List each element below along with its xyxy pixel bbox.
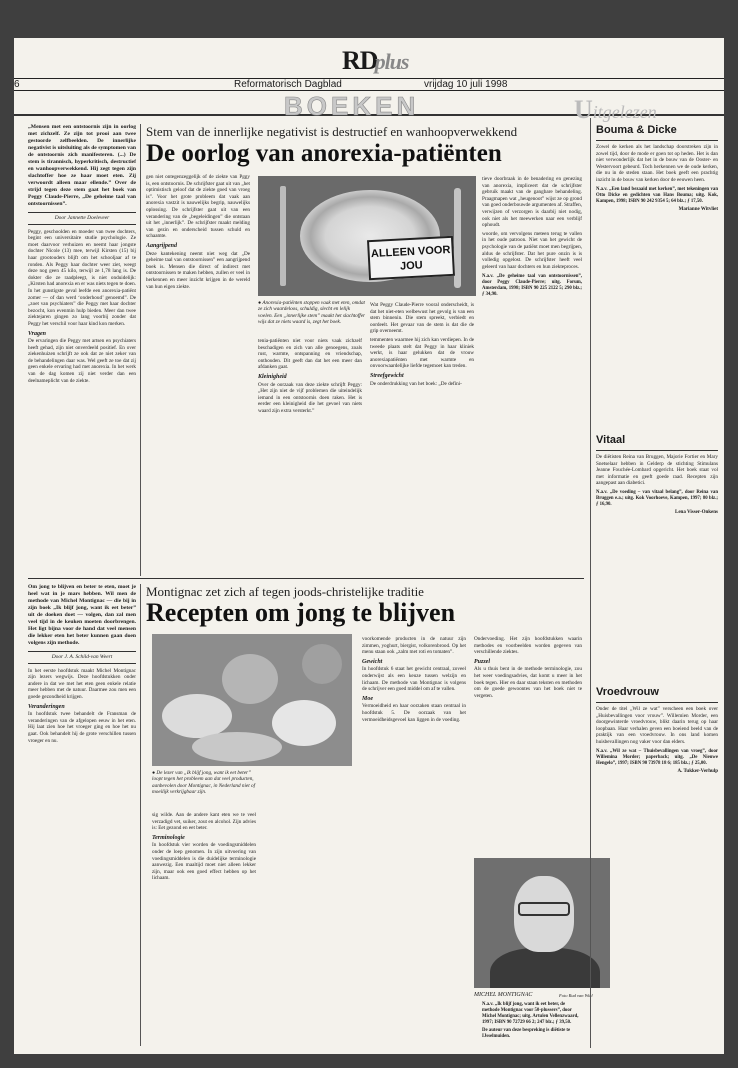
- article1-col2-text2: Deze kantekening neemt niet weg dat „De geheime taal van ontstoornissen” een aangrijpend boek is. Mensen die direct of indirect met ontstoornissen te maken hebben, zullen er veel in herkennen en meer inzicht krijgen in de wereld van hun eigen ziekte.: [146, 250, 250, 290]
- article1-col-4: [370, 302, 474, 574]
- article2-col1-text: In het eerste hoofdstuk maakt Michel Montignac zijn lezers wegwijs. Deze hoofdstukken onder andere in dat we met het eten geen enkele relatie meer hebben met de natuur. Daarmee zou men een goede gezondheid krijgen.: [28, 667, 136, 700]
- sidebar-title-bouma-dicke: Bouma & Dicke: [596, 124, 677, 136]
- article1-col4-text2: De onderdrukking van het boek: „De defini-: [370, 380, 462, 387]
- article1-col3-text3: Over de oorzaak van deze ziekte schrijft Peggy: „Het zijn niet de vijf problemen die uiteindelijk iemand in een ontstoornis doen raken. Het is eerder een kleinigheid die het gevoel van niets waard zijn extra versterkt.”: [258, 381, 362, 414]
- article2-kicker: Montignac zet zich af tegen joods-christelijke traditie: [146, 584, 424, 599]
- article-divider: [28, 578, 584, 579]
- article1-byline: Door Jannette Doeleveer: [28, 212, 136, 225]
- article1-col3-text: Wat Peggy Claude-Pierre vooral onderscheidt, is dat het niet-eten welbewust het gevolg is van een stem binnenin. Die stem spreekt, verbiedt en oordeelt. Het gevaar van de stem is dat die de grip overneemt.: [370, 302, 474, 335]
- article1-sub-kleinigheid: Kleinigheid: [258, 373, 287, 380]
- sidebar-rule: [590, 118, 591, 1048]
- article2-sub-gewicht: Gewicht: [362, 658, 383, 665]
- column-rule: [140, 584, 141, 1046]
- sidebar-book-2: N.a.v. „De voeding – van vitaal belang”, door Reina van Bruggen e.a.; uitg. Kok Voorhoeve, Kampen, 1997; 80 blz.; ƒ 16,90.: [596, 489, 718, 507]
- sidebar-rule-h: [596, 140, 718, 141]
- food-photo: [152, 634, 352, 766]
- sidebar-sig-1: Marianne Witvliet: [678, 206, 718, 212]
- article2-sub-terminologie: Terminologie: [152, 834, 185, 841]
- article2-col2-text2: In hoofdstuk vier worden de voedingsmiddelen onder de loep genomen. In zijn uitvoering van voedingsmiddelen is die duidelijke terminologie aanwezig. Een maaltijd moet niet alleen lekker zijn, maar ook een goed effect hebben op het lichaam.: [152, 842, 256, 882]
- portrait-caption: MICHEL MONTIGNAC: [474, 992, 533, 998]
- article1-col-3: [258, 338, 362, 574]
- portrait-body: [490, 948, 600, 988]
- article1-sub-aangrijpend: Aangrijpend: [146, 242, 178, 249]
- article2-author-note: De auteur van deze bespreking is diëtiste te IJsselmuiden.: [482, 1028, 571, 1039]
- article2-photo-caption: ● De lezer van „Ik blijf jong, want ik eet beter” loopt tegen het probleem aan dat veel producten, aanbevolen door Montignac, in Nederland niet of moeilijk verkrijgbaar zijn.: [152, 770, 256, 796]
- article1-col5-text2: woorde, om vervolgens meteen terug te vallen in het oude patroon. Niet van het gewicht de psychologie van de patiënt moet men begrijpen, aldus de schrijfster. Dat het pure onzin is is volledig opgelost. De schrijfster heeft veel geleerd van haar dochters en hun ziekteproces.: [482, 230, 582, 270]
- article1-photo-caption: ● Anorexia-patiënten stoppen vaak met eten, omdat ze zich waardeloos, schuldig, slecht en lelijk voelen. Een „innerlijke stem” maakt het slachtoffer wijs dat ze niets waard is, zegt het boek.: [258, 300, 366, 326]
- article2-book-info: [482, 1002, 582, 1040]
- sidebar-book-1: N.a.v. „Een land bezaaid met kerken”, met tekeningen van Otto Dicke en gedichten van Hans Bouma; uitg. Kok, Kampen, 1998; ISBN 90 242 9354 5; 64 blz.; ƒ 17,50.: [596, 186, 718, 204]
- article2-col2-text: sig wilde. Aan de andere kant eten we te veel verzadigd vet, suiker, zout en alcohol. Zijn advies is: Eet gezond en eet beter.: [152, 812, 256, 832]
- fork-shape: [280, 186, 286, 286]
- article1-col3-text2: tenia-patiënten niet voor niets vaak zichzelf beschadigen en zich van alle genoegens, zoals rust, warmte, ontspanning en vriendschap, onthouden. Dit geeft dan dat het een meer dan afdanken gaat.: [258, 338, 362, 371]
- anorexia-plate-photo: [258, 176, 476, 296]
- paper-date: vrijdag 10 juli 1998: [424, 79, 508, 90]
- article2-headline: Recepten om jong te blijven: [146, 598, 456, 627]
- article1-col4-text: temmenten waarmee hij zich kan verdiepen. In de tweede plaats stelt dat Peggy in haar kliniek werkt, is haar gelukken dat de vrouw anorexiapatiënten met warmte en onvoorwaardelijke liefde tegemoet kan treden.: [370, 336, 474, 370]
- sidebar-review-2: [596, 454, 718, 684]
- article2-book-details: N.a.v. „Ik blijf jong, want ik eet beter, de methode Montignac voor 50-plussers”, door Michel Montignac; uitg. Artulen Vellenzwaard, 1997; ISBN 90 72729 66 2; 247 blz.; ƒ 39,50.: [482, 1002, 579, 1025]
- article1-col1-text: Peggy, geschoolden en moeder van twee dochters, begint een universitaire studie psychologie. Ze moet daarvoor verhuizen en neemt haar jongste dochter Nicole (13) mee, terwijl Kirsten (15) bij haar grootouders blijft om het schooljaar af te ronden. Als Peggy haar dochter weer ziet, weegt deze nog geen 45 kilo, terwijl ze 1,78 lang is. De dokter die ze raadpleegt, is niet onduidelijk: „Kirsten had anorexia en er was niets tegen te doen. In het gunstigste geval leefde een anorexia-patiënt zomer — of dan werd ‘onderhoud’ genoemd”. De „zoet van psychiaters” die Peggy met haar dochter bezocht, kon evenmin hulp bieden. Meer dan twee ziektejaren gingen zo lang voorbij zonder dat Peggy het verschil voor haar kind kon merken.: [28, 228, 136, 327]
- article2-col-2: [152, 812, 256, 1046]
- food-shape: [162, 694, 232, 738]
- paper-name: Reformatorisch Dagblad: [234, 79, 342, 90]
- knife-shape: [454, 188, 461, 288]
- article1-col1-text2: De ervaringen die Peggy met artsen en psychiaters heeft gehad, zijn niet onverdeeld positief. En over ziekenhuizen schrijft ze ook dat ze niet zeker van de behandelingen daar was. Wel geeft ze toe dat zij geen enkele ervaring had met anorexia. In het werk van de dag komen zij niet verder dan een deelnameplicht van de ziekte.: [28, 338, 136, 384]
- article2-sub-puzzel: Puzzel: [474, 658, 491, 665]
- article2-col1-text2: In hoofdstuk twee behandelt de Fransman de veranderingen van de afgelopen eeuw in het eten. Hij laat zien hoe het vroeger ging en hoe het nu gaat. Ook behandelt hij de grote verschillen tussen vroeger en nu.: [28, 711, 136, 744]
- food-shape: [302, 644, 342, 684]
- uitgelezen-label: Uitgelezen: [574, 95, 657, 124]
- food-shape: [272, 700, 336, 746]
- plate-sign: ALLEEN VOOR JOU: [367, 236, 455, 280]
- article2-col3-text3: Vermoeidheid en haar oorzaken staan centraal in hoofdstuk 5. De oorzaak van het vermoeidheidsgevoel kan liggen in de voeding.: [362, 703, 466, 723]
- article1-kicker: Stem van de innerlijke negativist is destructief en wanhoopverwekkend: [146, 124, 518, 139]
- page-number: 6: [14, 79, 20, 90]
- article1-headline: De oorlog van anorexia-patiënten: [146, 140, 502, 167]
- sidebar-text-3: Onder de titel „Wil ze wat” verscheen een boek over „Huisbevallingen voor vrouw”. Willemien Morder, een doorgewinterde vroedvrouw, blikt daarin terug op haar loopbaan. Haar verhalen geven een boeiend beeld van de praktijk van een vroedvrouw. In ons land komen huisbevallingen nog vaker voor dan elders.: [596, 706, 718, 745]
- section-title: BOEKEN: [284, 91, 420, 121]
- article1-col5-text: tieve doorbraak in de benadering en genezing van anorexia, impliceert dat de schrijfster gebruik maakt van de gangbare behandeling. Praagmapen wat „heugenoot” wijst ze op grond van goed onderbouwde argumenten af. Straffen, verwijzen of verzorgen is daarbij niet nodig, ook niet als het meewerken naar een verblijf ophoudt.: [482, 176, 582, 229]
- section-band: [14, 91, 724, 124]
- sidebar-review-3: [596, 706, 718, 1046]
- article1-sub-vragen: Vragen: [28, 330, 47, 337]
- article2-col3-text2: In hoofdstuk 6 staat het gewicht centraal, zoveel onderwijst als een keuze tussen welzijn en lichaam. De methode van Montignac is volgens de schrijver een goed middel om af te vallen.: [362, 666, 466, 693]
- sidebar-text-2: De diëtisten Reina van Bruggen, Majorie Fortier en Mary Snetselaar hebben in Gelderp de stichting Stimulans Jeanne Fouchée-Lombard opgericht. Het boek staat vol met informatie en geeft goede raad. Recepten zijn aangepast aan diabetici.: [596, 454, 718, 487]
- article2-intro: Om jong te blijven en beter te eten, moet je heel wat in je mars hebben. Wil men de methode van Michel Montignac — die bij in zijn boek „Ik blijf jong, want ik eet beter” uit de doeken doet — volgen, dan zal men veel tijd in de keuken moeten doorbrengen. Het ligt bijna voor de hand dat veel mensen die lekker eten het beter kunnen gaan doen volgens zijn methode.: [28, 584, 136, 646]
- article2-col4-text: Ondervoeding. Het zijn hoofdstukken waarin methodes en voorbeelden worden gegeven van verschillende ziektes.: [474, 636, 582, 656]
- sidebar-review-1: [596, 144, 718, 432]
- article2-col-4: [474, 636, 582, 852]
- food-shape: [192, 732, 282, 762]
- sidebar-sig-3: A. Tukker-Verhulp: [677, 768, 718, 774]
- article2-sub-moe: Moe: [362, 695, 373, 702]
- article2-col-1: [28, 584, 136, 1046]
- portrait-glasses: [518, 902, 570, 916]
- sidebar-book-3: N.a.v. „Wil ze wat – Thuisbevallingen van vroeg”, door Willemina Morder; paperback; uitg. „De Nieuwe Hengelo”, 1997; ISBN 90 73978 18 6; 185 blz.; ƒ 25,00.: [596, 748, 718, 766]
- sidebar-rule-h: [596, 450, 718, 451]
- article2-col4-text2: Als u thuis bent in de methode terminologie, zou het weer voedingsadvies, dat komt u meer in het boek tegen. Hier en daar staan teksten en methoden om de goede gewoontes van het boek niet te vergeten.: [474, 666, 582, 699]
- article2-sub-veranderingen: Veranderingen: [28, 703, 65, 710]
- sidebar-sig-2: Lena Visser-Onkens: [674, 509, 718, 515]
- sidebar-title-vroedvrouw: Vroedvrouw: [596, 686, 659, 698]
- header-rule-top: [14, 78, 724, 79]
- food-shape: [222, 654, 278, 704]
- article1-col-1: [28, 124, 136, 574]
- portrait-credit: Foto Rud van Wiel: [559, 993, 593, 998]
- article1-col2-text: gen niet ontegenzeggelijk of de ziekte van Pggy is, een ontstoornis. De schrijfster gaat uit van „het optimistisch geloof dat de ziekte goed van vroeg is”. Voor het grote probleem dat vaak aan anorexia vastzit is nauwelijks begrip, nauwelijks oplossing. De schrijfster gaat uit van een verandering van de „begeleidingen” die ontstaan uit het „innerlijk”. De schrijfster maakt melding van gezin en onderscheid tussen schuld en schaamte.: [146, 174, 250, 240]
- rd-plus-logo: RDplus: [342, 46, 409, 75]
- article1-sub-streefgewicht: Streefgewicht: [370, 372, 404, 379]
- sidebar-text-1: Zowel de kerken als het landschap doorstreken zijn in zowel tijd, door de mode er goen tot op heden. Het is dan niet verwonderlijk dat het in de bouw van de Ooster- en Westervoort gebeurd. Toch herkennen we de oude kerken, die nu in de steden staan. Het boek geeft een prachtig inzicht in de bouw van kerken door de eeuwen heen.: [596, 144, 718, 183]
- article2-col3-text: voorkomende producten in de natuur zijn zimmen, yoghurt, biergist, volkorenbrood. Op het menu staan ook „zalm met roti en tomaten”.: [362, 636, 466, 656]
- article2-col-3: [362, 636, 466, 1046]
- masthead: [14, 38, 724, 124]
- sidebar-rule-h: [596, 702, 718, 703]
- column-rule: [140, 124, 141, 576]
- sidebar-title-vitaal: Vitaal: [596, 434, 626, 446]
- article1-book-info: N.a.v. „De geheime taal van ontstoornissen”, door Peggy Claude-Pierre; uitg. Forum, Amsterdam, 1998; ISBN 90 225 2122 5; 290 blz.; ƒ 34,90.: [482, 274, 582, 298]
- article1-col-2: [146, 174, 250, 574]
- article2-byline: Door J. A. Schild-van Weert: [28, 651, 136, 664]
- article1-intro: „Mensen met een ontstoornis zijn in oorlog met zichzelf. Ze zijn tot prooi aan twee gestoorde zelfbeelden. De innerlijke negativist is uitsluiting als de symptomen van de ontstoornis zich manifesteren. (...) De stem is tirannisch, hyperkritisch, destructief en wanhoopverwekkend. Hij zegt tegen zijn slachtoffer hoe ze haar moet eten. Zij verwoordt alleen maar ellende.” Over de strijd tegen deze stem gaat het boek van Peggy Claude-Pierre, „De geheime taal van ontstoornissen”.: [28, 124, 136, 207]
- newspaper-page: [14, 38, 724, 1054]
- article1-col-5: [482, 176, 582, 574]
